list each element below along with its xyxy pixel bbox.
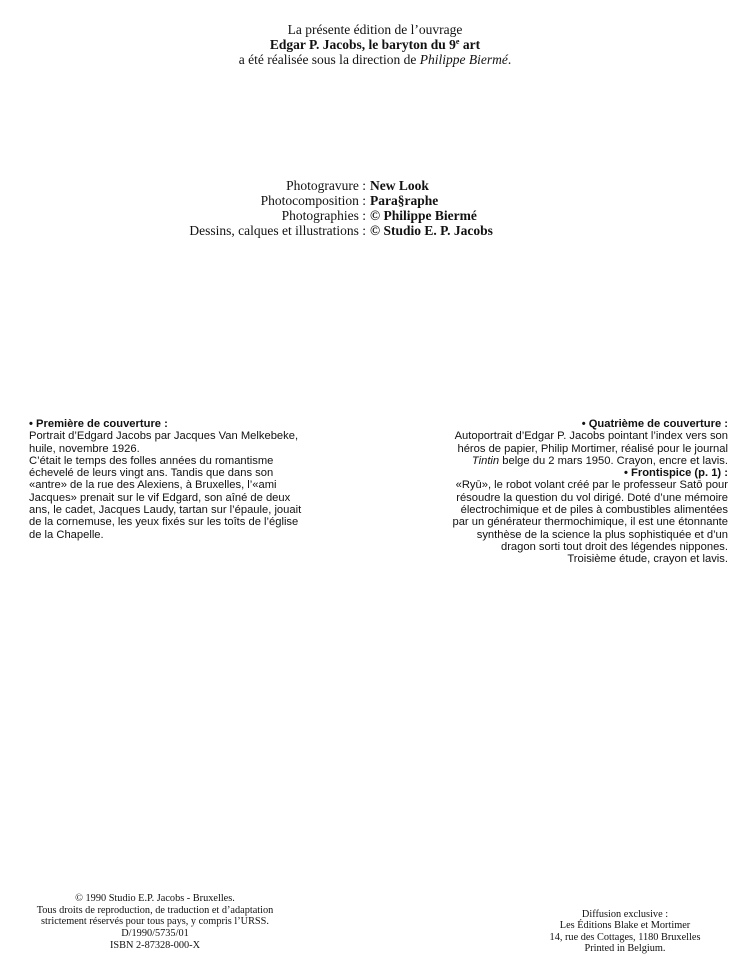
credit-row [0, 223, 750, 238]
credit-label: Photographies : [281, 208, 366, 223]
caption-line: C’était le temps des folles années du romantisme [29, 454, 274, 467]
caption-line: de la Chapelle. [29, 528, 104, 541]
caption-line: héros de papier, Philip Mortimer, réalisé pour le journal [457, 442, 728, 455]
copyright-line: Tous droits de reproduction, de traduction et d’adaptation [36, 904, 274, 916]
front-cover-heading [29, 418, 319, 430]
caption-line: de la cornemuse, les yeux fixés sur les toîts de l’église [29, 516, 299, 529]
copyright-line: © 1990 Studio E.P. Jacobs - Bruxelles. [75, 893, 235, 904]
caption-line: résoudre la question du vol dirigé. Doté d’une mémoire [456, 491, 728, 504]
front-cover-caption [29, 418, 319, 541]
distribution-notice [525, 909, 725, 954]
isbn: ISBN 2-87328-000-X [109, 939, 201, 951]
frontispice-heading [428, 467, 728, 479]
caption-line: «Ryū», le robot volant créé par le professeur Satō pour [455, 479, 728, 492]
credit-value: Para§raphe [370, 193, 439, 208]
caption-line: «antre» de la rue des Alexiens, à Bruxelles, l’«ami [29, 479, 277, 492]
distribution-line: Diffusion exclusive : [581, 909, 669, 920]
credit-row [0, 193, 750, 208]
tintin-journal-title: Tintin [471, 454, 500, 467]
credit-label: Photocomposition : [260, 193, 366, 208]
edition-line-3-prefix: a été réalisée sous la direction de [238, 52, 420, 67]
caption-line: échevelé de leurs vingt ans. Tandis que dans son [29, 467, 274, 480]
caption-line: Autoportrait d’Edgar P. Jacobs pointant l’index vers son [454, 430, 728, 443]
bullet-icon: • [624, 467, 628, 480]
back-cover-heading [428, 418, 728, 430]
book-title [0, 37, 750, 52]
caption-line: Jacques» prenait sur le vif Edgard, son aîné de deux [29, 491, 291, 504]
director-name: Philippe Biermé [419, 52, 508, 67]
back-cover-caption [428, 418, 728, 566]
caption-line: dragon sorti tout droit des légendes nippones. [500, 540, 728, 553]
credit-row [0, 208, 750, 223]
credit-label: Dessins, calques et illustrations : [189, 223, 366, 238]
bullet-icon: • [581, 418, 586, 430]
edition-line-3-suffix: . [507, 52, 512, 67]
edition-line-1: La présente édition de l’ouvrage [287, 22, 463, 37]
edition-notice [0, 22, 750, 67]
back-cover-heading-text: Quatrième de couverture : [588, 418, 728, 430]
caption-line: synthèse de la science la plus sophistiquée et d’un [476, 528, 728, 541]
book-title-text: Edgar P. Jacobs, le baryton du 9 [269, 37, 456, 52]
publisher-address: 14, rue des Cottages, 1180 Bruxelles [549, 931, 701, 943]
edition-line-3 [0, 52, 750, 67]
front-cover-heading-text: Première de couverture : [36, 418, 168, 430]
legal-deposit: D/1990/5735/01 [121, 928, 189, 940]
caption-line-rest: belge du 2 mars 1950. Crayon, encre et lavis. [499, 454, 728, 467]
caption-line: Troisième étude, crayon et lavis. [567, 553, 728, 566]
book-title-superscript: e [455, 37, 460, 46]
frontispice-heading-text: Frontispice (p. 1) : [631, 467, 728, 480]
book-title-end: art [459, 37, 481, 52]
credit-label: Photogravure : [286, 178, 366, 193]
caption-line: huile, novembre 1926. [29, 442, 140, 455]
caption-line: Portrait d’Edgard Jacobs par Jacques Van Melkebeke, [29, 430, 299, 443]
caption-line: électrochimique et de piles à combustibles alimentées [460, 504, 728, 517]
printed-in: Printed in Belgium. [584, 942, 666, 954]
caption-line: ans, le cadet, Jacques Laudy, tartan sur l’épaule, jouait [29, 504, 302, 517]
credit-value: New Look [370, 178, 429, 193]
bullet-icon: • [29, 418, 33, 430]
publisher-name: Les Éditions Blake et Mortimer [559, 920, 691, 932]
copyright-notice [0, 893, 310, 952]
credit-row [0, 178, 750, 193]
caption-line [428, 455, 728, 467]
credit-value: © Studio E. P. Jacobs [370, 223, 493, 238]
caption-line: par un générateur thermochimique, il est une étonnante [452, 516, 728, 529]
credits-list [0, 178, 750, 238]
credit-value: © Philippe Biermé [370, 208, 477, 223]
copyright-line: strictement réservés pour tous pays, y compris l’URSS. [41, 916, 269, 928]
